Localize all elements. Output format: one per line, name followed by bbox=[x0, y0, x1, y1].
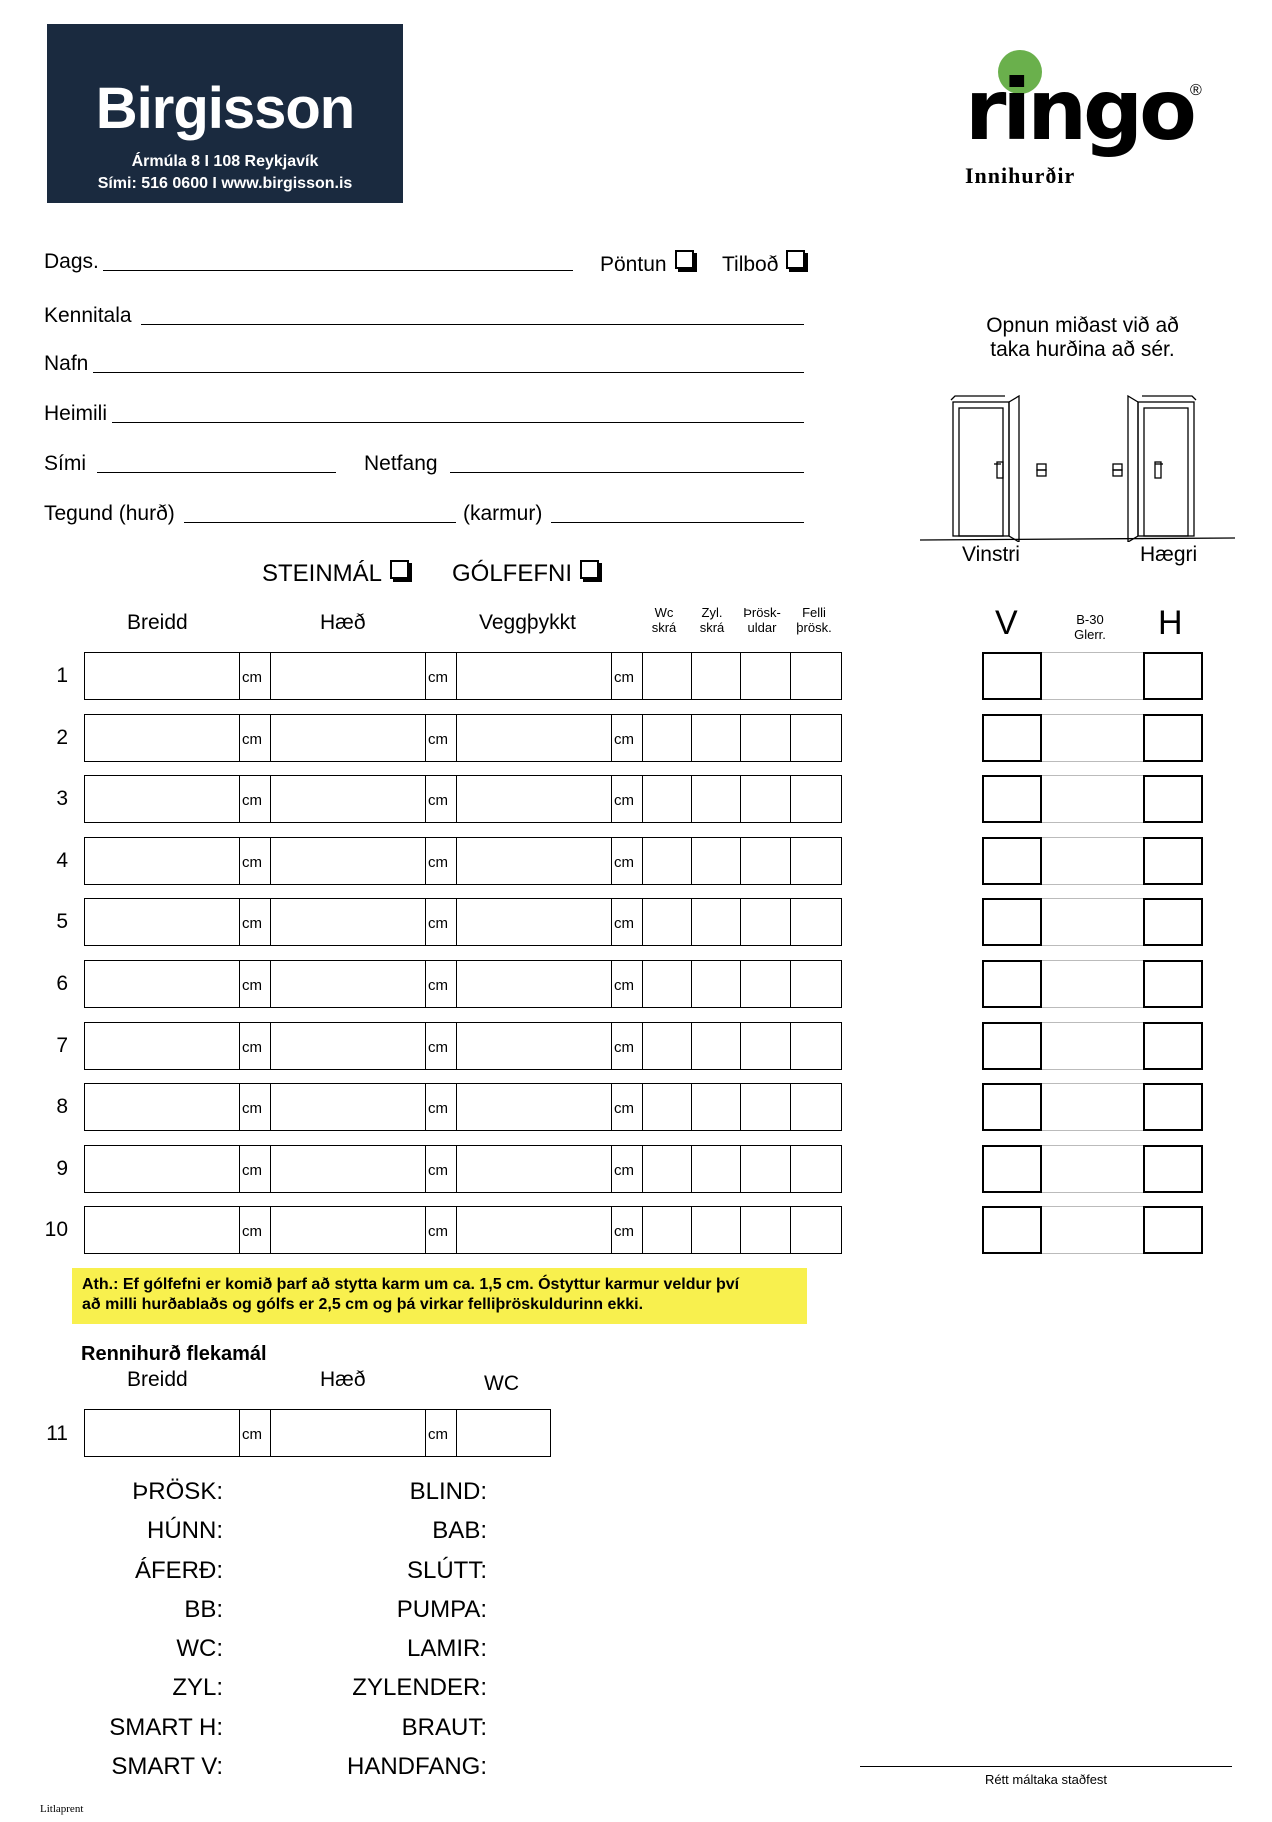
threshold-input[interactable] bbox=[741, 1146, 791, 1192]
unit-cell bbox=[426, 1146, 457, 1192]
code-label: SMART V: bbox=[111, 1753, 223, 1781]
unit-cell bbox=[612, 653, 643, 699]
vh-left-header: V bbox=[995, 604, 1018, 642]
breidd-input[interactable] bbox=[85, 1146, 240, 1192]
haed-input[interactable] bbox=[271, 653, 426, 699]
threshold-input[interactable] bbox=[741, 653, 791, 699]
vh-left-box[interactable] bbox=[982, 960, 1042, 1008]
drop-threshold-input[interactable] bbox=[791, 961, 843, 1007]
sliding-unit-cell bbox=[426, 1410, 457, 1456]
zyl-input[interactable] bbox=[692, 715, 741, 761]
phone-label: Sími bbox=[44, 452, 86, 475]
left-label: Vinstri bbox=[962, 543, 1020, 566]
door-opening-diagram bbox=[915, 392, 1240, 542]
unit-label: cm bbox=[428, 853, 448, 871]
unit-cell bbox=[612, 1207, 643, 1253]
row-number: 7 bbox=[56, 1033, 68, 1057]
vh-left-box[interactable] bbox=[982, 1145, 1042, 1193]
unit-cell bbox=[426, 653, 457, 699]
breidd-input[interactable] bbox=[85, 899, 240, 945]
email-label: Netfang bbox=[364, 452, 438, 475]
code-label: BAB: bbox=[432, 1517, 487, 1545]
codes-right bbox=[300, 1478, 487, 1792]
breidd-input[interactable] bbox=[85, 1207, 240, 1253]
table-row bbox=[84, 837, 842, 885]
b30-cell[interactable] bbox=[1042, 1022, 1143, 1070]
zyl-input[interactable] bbox=[692, 776, 741, 822]
col-wc-line2: skrá bbox=[651, 620, 677, 635]
vh-left-box[interactable] bbox=[982, 775, 1042, 823]
order-option[interactable] bbox=[600, 250, 694, 277]
frame-label: (karmur) bbox=[463, 502, 543, 525]
b30-cell[interactable] bbox=[1042, 960, 1143, 1008]
sliding-haed-input[interactable] bbox=[271, 1410, 426, 1456]
id-label: Kennitala bbox=[44, 304, 132, 327]
table-row bbox=[84, 775, 842, 823]
confirm-line[interactable] bbox=[860, 1766, 1232, 1767]
code-label: SLÚTT: bbox=[406, 1556, 487, 1584]
brand-address-block bbox=[47, 151, 403, 195]
zyl-input[interactable] bbox=[692, 899, 741, 945]
unit-label: cm bbox=[428, 915, 448, 933]
home-label: Heimili bbox=[44, 402, 107, 425]
unit-label: cm bbox=[242, 1100, 262, 1118]
b30-cell[interactable] bbox=[1042, 1145, 1143, 1193]
threshold-input[interactable] bbox=[741, 1084, 791, 1130]
table-row bbox=[84, 1206, 842, 1254]
phone-field[interactable] bbox=[97, 472, 336, 473]
offer-label: Tilboð bbox=[722, 253, 779, 276]
col-drop-line2: þrösk. bbox=[796, 620, 832, 635]
row-number: 1 bbox=[56, 664, 68, 687]
vh-right-box[interactable] bbox=[1143, 714, 1203, 762]
unit-cell bbox=[240, 1207, 271, 1253]
breidd-input[interactable] bbox=[85, 653, 240, 699]
b30-cell[interactable] bbox=[1042, 898, 1143, 946]
drop-threshold-input[interactable] bbox=[791, 1023, 843, 1069]
unit-cell bbox=[612, 1146, 643, 1192]
vh-right-header: H bbox=[1158, 604, 1183, 642]
date-field[interactable] bbox=[103, 270, 573, 271]
row-number: 6 bbox=[56, 972, 68, 995]
unit-label: cm bbox=[428, 669, 448, 686]
zyl-input[interactable] bbox=[692, 838, 741, 884]
unit-cell bbox=[240, 899, 271, 945]
code-label: BLIND: bbox=[409, 1478, 487, 1505]
unit-label: cm bbox=[242, 792, 262, 810]
unit-cell bbox=[612, 1023, 643, 1069]
unit-cell bbox=[240, 1146, 271, 1192]
breidd-input[interactable] bbox=[85, 961, 240, 1007]
ringo-logo bbox=[965, 50, 1205, 190]
unit-label: cm bbox=[242, 853, 262, 871]
unit-label: cm bbox=[614, 977, 634, 994]
floor-checkbox[interactable] bbox=[580, 560, 599, 579]
ringo-tagline: Innihurðir bbox=[965, 163, 1076, 188]
date-label: Dags. bbox=[44, 250, 99, 273]
unit-cell bbox=[612, 899, 643, 945]
b30-cell[interactable] bbox=[1042, 837, 1143, 885]
vh-right-box[interactable] bbox=[1143, 837, 1203, 885]
unit-cell bbox=[426, 899, 457, 945]
table-row bbox=[84, 652, 842, 700]
haed-input[interactable] bbox=[271, 715, 426, 761]
wc-input[interactable] bbox=[643, 653, 692, 699]
unit-cell bbox=[240, 838, 271, 884]
veggthykkt-input[interactable] bbox=[457, 776, 612, 822]
unit-label: cm bbox=[614, 669, 634, 686]
veggthykkt-input[interactable] bbox=[457, 1023, 612, 1069]
home-field[interactable] bbox=[112, 422, 804, 423]
printer-credit: Litlaprent bbox=[40, 1803, 84, 1815]
note-line-1: Ath.: Ef gólfefni er komið þarf að stytta karm um ca. 1,5 cm. Óstyttur karmur veldur því bbox=[82, 1276, 740, 1293]
stone-option[interactable] bbox=[262, 560, 409, 588]
sliding-wc-input[interactable] bbox=[457, 1410, 550, 1456]
code-label: ÞRÖSK: bbox=[132, 1478, 223, 1505]
col-zyl-line2: skrá bbox=[699, 620, 725, 635]
unit-label: cm bbox=[614, 1100, 634, 1118]
drop-threshold-input[interactable] bbox=[791, 715, 843, 761]
col-zyl bbox=[688, 605, 736, 635]
col-veggthykkt: Veggþykkt bbox=[479, 611, 576, 634]
vh-right-box[interactable] bbox=[1143, 775, 1203, 823]
code-label: HÚNN: bbox=[147, 1517, 223, 1545]
b30-cell[interactable] bbox=[1042, 1206, 1143, 1254]
col-threshold-line2: uldar bbox=[747, 620, 777, 635]
code-label: ZYL: bbox=[172, 1674, 223, 1702]
unit-label: cm bbox=[614, 853, 634, 871]
vh-right-box[interactable] bbox=[1143, 652, 1203, 700]
sliding-haed: Hæð bbox=[320, 1368, 366, 1391]
breidd-input[interactable] bbox=[85, 838, 240, 884]
b30-cell[interactable] bbox=[1042, 714, 1143, 762]
floor-note bbox=[72, 1268, 807, 1324]
col-drop-threshold bbox=[788, 605, 840, 635]
unit-label: cm bbox=[614, 792, 634, 810]
zyl-input[interactable] bbox=[692, 961, 741, 1007]
note-line-2: að milli hurðablaðs og gólfs er 2,5 cm og þá virkar felliþröskuldurinn ekki. bbox=[82, 1296, 644, 1313]
unit-label: cm bbox=[428, 977, 448, 994]
veggthykkt-input[interactable] bbox=[457, 653, 612, 699]
unit-label: cm bbox=[428, 1426, 448, 1443]
unit-label: cm bbox=[428, 1161, 448, 1179]
code-label: LAMIR: bbox=[406, 1635, 487, 1663]
code-label: PUMPA: bbox=[396, 1595, 487, 1623]
threshold-input[interactable] bbox=[741, 715, 791, 761]
wc-input[interactable] bbox=[643, 1207, 692, 1253]
drop-threshold-input[interactable] bbox=[791, 838, 843, 884]
vh-left-box[interactable] bbox=[982, 1022, 1042, 1070]
unit-label: cm bbox=[242, 1426, 262, 1443]
threshold-input[interactable] bbox=[741, 961, 791, 1007]
unit-cell bbox=[612, 961, 643, 1007]
unit-cell bbox=[612, 776, 643, 822]
confirm-label: Rétt máltaka staðfest bbox=[984, 1772, 1108, 1787]
haed-input[interactable] bbox=[271, 776, 426, 822]
vh-right-box[interactable] bbox=[1143, 1083, 1203, 1131]
veggthykkt-input[interactable] bbox=[457, 715, 612, 761]
opening-note bbox=[940, 314, 1225, 362]
unit-label: cm bbox=[242, 669, 262, 686]
unit-cell bbox=[240, 961, 271, 1007]
haed-input[interactable] bbox=[271, 838, 426, 884]
code-label: BRAUT: bbox=[401, 1713, 487, 1741]
col-zyl-line1: Zyl. bbox=[701, 605, 723, 620]
floor-option[interactable] bbox=[452, 560, 599, 588]
table-row bbox=[84, 1145, 842, 1193]
unit-cell bbox=[240, 715, 271, 761]
wc-input[interactable] bbox=[643, 838, 692, 884]
threshold-input[interactable] bbox=[741, 899, 791, 945]
breidd-input[interactable] bbox=[85, 1023, 240, 1069]
col-threshold-line1: Þrösk- bbox=[743, 605, 781, 620]
floor-label: GÓLFEFNI bbox=[452, 560, 573, 587]
unit-label: cm bbox=[428, 730, 448, 748]
sliding-row bbox=[84, 1409, 551, 1457]
row-number: 4 bbox=[56, 848, 68, 872]
haed-input[interactable] bbox=[271, 961, 426, 1007]
stone-label: STEINMÁL bbox=[262, 560, 383, 587]
wc-input[interactable] bbox=[643, 961, 692, 1007]
wc-input[interactable] bbox=[643, 776, 692, 822]
unit-label: cm bbox=[242, 730, 262, 748]
haed-input[interactable] bbox=[271, 1146, 426, 1192]
haed-input[interactable] bbox=[271, 1023, 426, 1069]
wc-input[interactable] bbox=[643, 1023, 692, 1069]
brand-name: Birgisson bbox=[95, 76, 355, 141]
code-label: BB: bbox=[184, 1595, 223, 1623]
code-label: ÁFERÐ: bbox=[134, 1556, 223, 1584]
sliding-breidd-input[interactable] bbox=[85, 1410, 240, 1456]
unit-cell bbox=[426, 961, 457, 1007]
unit-cell bbox=[240, 653, 271, 699]
vh-left-box[interactable] bbox=[982, 1083, 1042, 1131]
unit-label: cm bbox=[614, 915, 634, 933]
offer-option[interactable] bbox=[722, 250, 805, 277]
row-number: 5 bbox=[56, 910, 68, 934]
unit-label: cm bbox=[242, 1038, 262, 1056]
sliding-title: Rennihurð flekamál bbox=[81, 1343, 267, 1365]
code-label: WC: bbox=[176, 1635, 223, 1663]
zyl-input[interactable] bbox=[692, 1146, 741, 1192]
col-wc bbox=[640, 605, 688, 635]
unit-label: cm bbox=[428, 1100, 448, 1118]
col-wc-line1: Wc bbox=[654, 605, 674, 620]
b30-line2: Glerr. bbox=[1074, 627, 1106, 642]
sliding-wc: WC bbox=[484, 1372, 519, 1395]
b30-cell[interactable] bbox=[1042, 652, 1143, 700]
unit-cell bbox=[240, 776, 271, 822]
vh-left-box[interactable] bbox=[982, 837, 1042, 885]
offer-checkbox[interactable] bbox=[786, 250, 805, 269]
threshold-input[interactable] bbox=[741, 1023, 791, 1069]
unit-label: cm bbox=[614, 1161, 634, 1179]
row-number: 8 bbox=[56, 1095, 68, 1119]
code-label: SMART H: bbox=[109, 1713, 223, 1741]
id-field[interactable] bbox=[141, 324, 804, 325]
code-label: HANDFANG: bbox=[346, 1753, 487, 1781]
row-number: 3 bbox=[56, 787, 68, 811]
haed-input[interactable] bbox=[271, 899, 426, 945]
code-label: ZYLENDER: bbox=[352, 1674, 487, 1702]
wc-input[interactable] bbox=[643, 1084, 692, 1130]
b30-cell[interactable] bbox=[1042, 1083, 1143, 1131]
veggthykkt-input[interactable] bbox=[457, 838, 612, 884]
email-field[interactable] bbox=[450, 472, 804, 473]
vh-right-box[interactable] bbox=[1143, 1206, 1203, 1254]
unit-cell bbox=[612, 715, 643, 761]
unit-label: cm bbox=[242, 915, 262, 933]
drop-threshold-input[interactable] bbox=[791, 1207, 843, 1253]
stone-checkbox[interactable] bbox=[390, 560, 409, 579]
ringo-wordmark: ringo bbox=[965, 61, 1193, 159]
b30-header bbox=[1060, 612, 1120, 642]
drop-threshold-input[interactable] bbox=[791, 1084, 843, 1130]
sliding-breidd: Breidd bbox=[127, 1368, 188, 1391]
wc-input[interactable] bbox=[643, 899, 692, 945]
table-row bbox=[84, 714, 842, 762]
zyl-input[interactable] bbox=[692, 1084, 741, 1130]
b30-cell[interactable] bbox=[1042, 775, 1143, 823]
vh-right-box[interactable] bbox=[1143, 1145, 1203, 1193]
unit-cell bbox=[240, 1084, 271, 1130]
vh-right-box[interactable] bbox=[1143, 960, 1203, 1008]
veggthykkt-input[interactable] bbox=[457, 961, 612, 1007]
veggthykkt-input[interactable] bbox=[457, 899, 612, 945]
unit-label: cm bbox=[242, 1223, 262, 1241]
type-label: Tegund (hurð) bbox=[44, 502, 175, 525]
name-field[interactable] bbox=[93, 372, 804, 373]
unit-label: cm bbox=[614, 1038, 634, 1056]
codes-left bbox=[60, 1478, 223, 1792]
order-checkbox[interactable] bbox=[675, 250, 694, 269]
drop-threshold-input[interactable] bbox=[791, 653, 843, 699]
vh-right-box[interactable] bbox=[1143, 1022, 1203, 1070]
b30-line1: B-30 bbox=[1076, 612, 1104, 627]
table-row bbox=[84, 898, 842, 946]
col-drop-line1: Felli bbox=[802, 605, 826, 620]
unit-cell bbox=[426, 1207, 457, 1253]
vh-left-box[interactable] bbox=[982, 652, 1042, 700]
zyl-input[interactable] bbox=[692, 653, 741, 699]
threshold-input[interactable] bbox=[741, 1207, 791, 1253]
threshold-input[interactable] bbox=[741, 838, 791, 884]
veggthykkt-input[interactable] bbox=[457, 1084, 612, 1130]
opening-line-2: taka hurðina að sér. bbox=[990, 338, 1175, 361]
unit-cell bbox=[426, 1084, 457, 1130]
table-row bbox=[84, 1022, 842, 1070]
drop-threshold-input[interactable] bbox=[791, 1146, 843, 1192]
col-threshold bbox=[736, 605, 788, 635]
drop-threshold-input[interactable] bbox=[791, 899, 843, 945]
ringo-registered: ® bbox=[1190, 82, 1202, 99]
col-haed: Hæð bbox=[320, 611, 366, 634]
order-label: Pöntun bbox=[600, 253, 667, 276]
vh-left-box[interactable] bbox=[982, 714, 1042, 762]
vh-left-box[interactable] bbox=[982, 898, 1042, 946]
haed-input[interactable] bbox=[271, 1207, 426, 1253]
threshold-input[interactable] bbox=[741, 776, 791, 822]
veggthykkt-input[interactable] bbox=[457, 1207, 612, 1253]
brand-contact: Sími: 516 0600 I www.birgisson.is bbox=[97, 175, 353, 192]
unit-cell bbox=[612, 1084, 643, 1130]
col-breidd: Breidd bbox=[127, 611, 188, 634]
zyl-input[interactable] bbox=[692, 1207, 741, 1253]
drop-threshold-input[interactable] bbox=[791, 776, 843, 822]
brand-address: Ármúla 8 I 108 Reykjavík bbox=[131, 153, 319, 170]
breidd-input[interactable] bbox=[85, 776, 240, 822]
row-number: 9 bbox=[56, 1156, 68, 1180]
birgisson-logo bbox=[47, 24, 403, 203]
unit-cell bbox=[612, 838, 643, 884]
frame-field[interactable] bbox=[551, 522, 804, 523]
unit-label: cm bbox=[614, 730, 634, 748]
sliding-unit-cell bbox=[240, 1410, 271, 1456]
unit-cell bbox=[240, 1023, 271, 1069]
type-field[interactable] bbox=[184, 522, 456, 523]
veggthykkt-input[interactable] bbox=[457, 1146, 612, 1192]
vh-right-box[interactable] bbox=[1143, 898, 1203, 946]
breidd-input[interactable] bbox=[85, 1084, 240, 1130]
unit-label: cm bbox=[428, 792, 448, 810]
unit-label: cm bbox=[428, 1223, 448, 1241]
wc-input[interactable] bbox=[643, 1146, 692, 1192]
wc-input[interactable] bbox=[643, 715, 692, 761]
table-row bbox=[84, 1083, 842, 1131]
zyl-input[interactable] bbox=[692, 1023, 741, 1069]
unit-cell bbox=[426, 715, 457, 761]
breidd-input[interactable] bbox=[85, 715, 240, 761]
vh-left-box[interactable] bbox=[982, 1206, 1042, 1254]
unit-cell bbox=[426, 776, 457, 822]
unit-cell bbox=[426, 838, 457, 884]
opening-line-1: Opnun miðast við að bbox=[986, 314, 1179, 337]
row-number: 10 bbox=[44, 1218, 68, 1242]
unit-label: cm bbox=[242, 1161, 262, 1179]
row-number: 2 bbox=[56, 725, 68, 749]
unit-label: cm bbox=[614, 1223, 634, 1241]
haed-input[interactable] bbox=[271, 1084, 426, 1130]
unit-cell bbox=[426, 1023, 457, 1069]
table-row bbox=[84, 960, 842, 1008]
sliding-row-number: 11 bbox=[46, 1422, 68, 1445]
unit-label: cm bbox=[428, 1038, 448, 1056]
right-label: Hægri bbox=[1140, 543, 1198, 566]
name-label: Nafn bbox=[44, 352, 89, 375]
unit-label: cm bbox=[242, 977, 262, 994]
